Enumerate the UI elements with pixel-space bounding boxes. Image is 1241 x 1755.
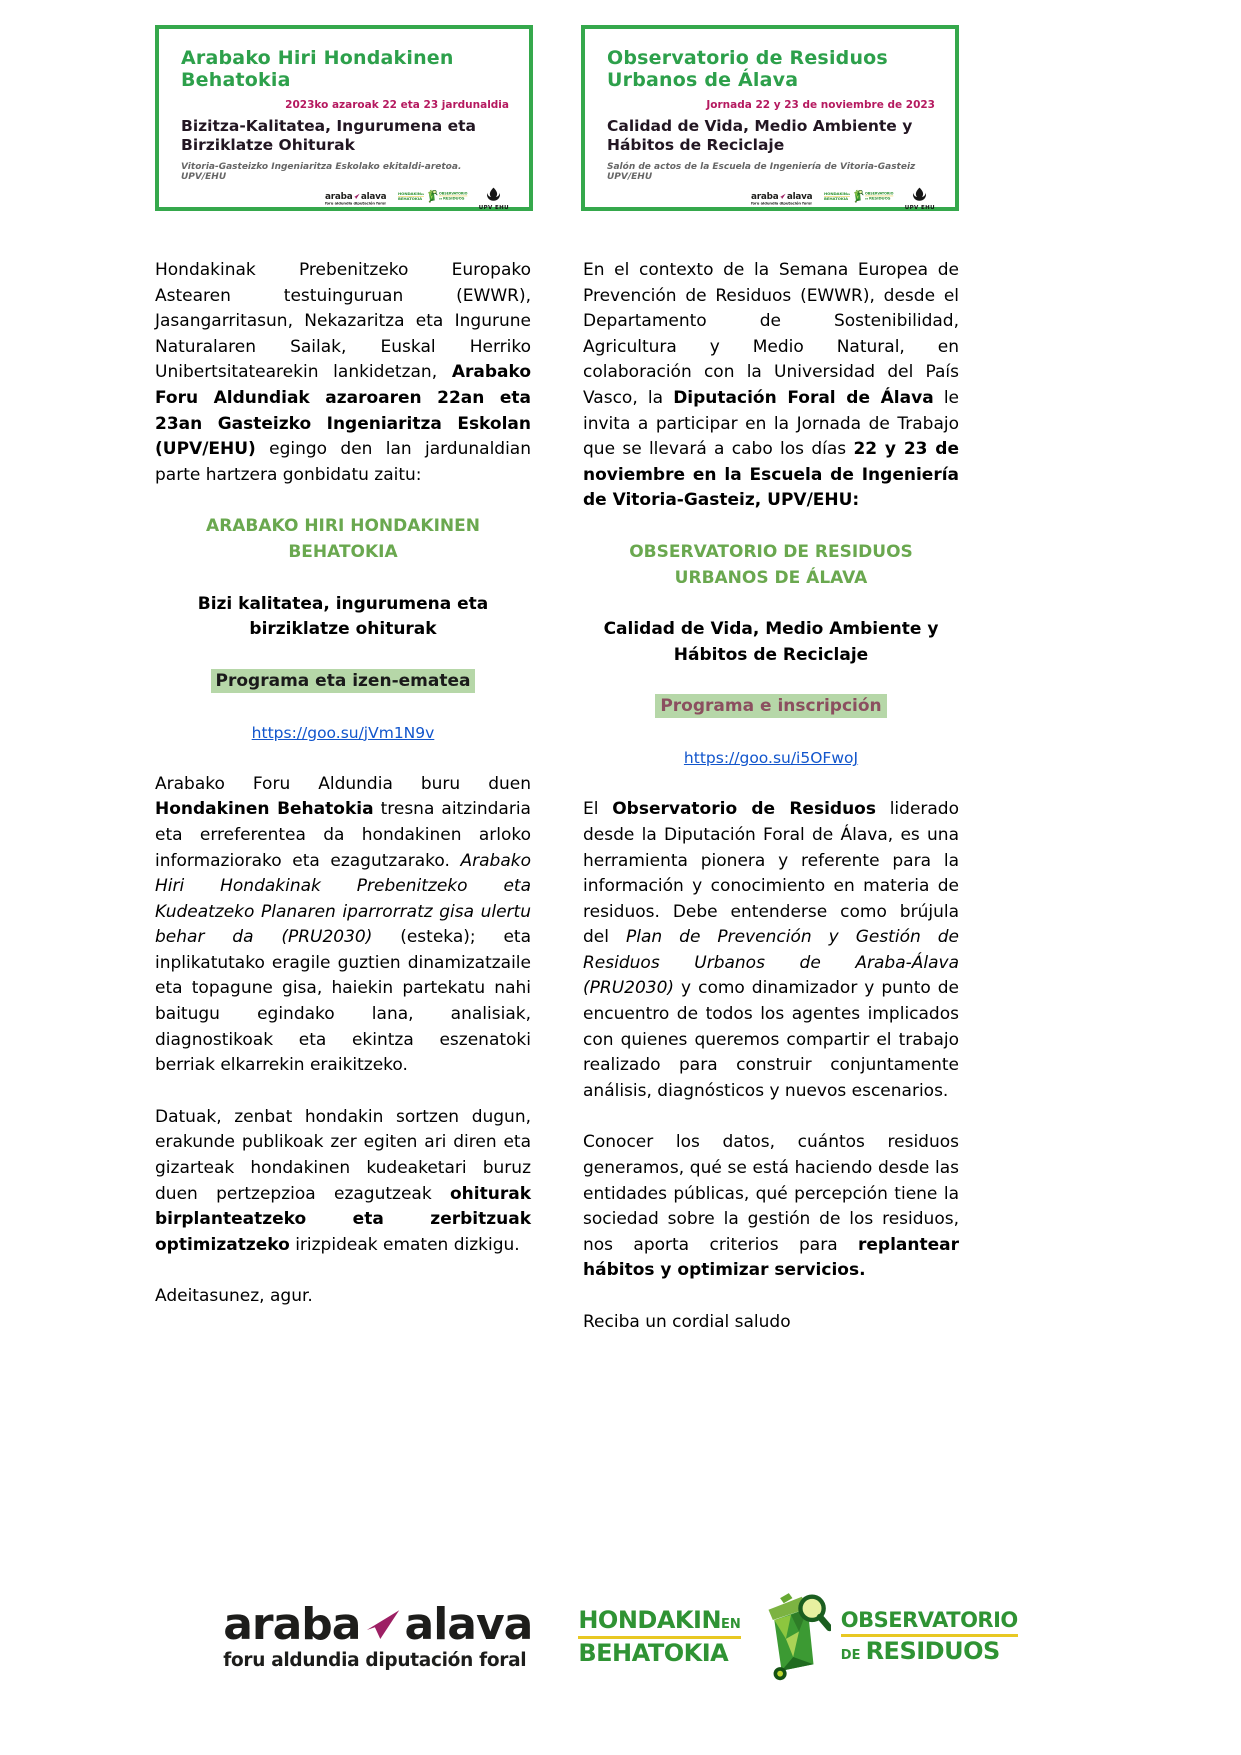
araba-word: araba bbox=[324, 191, 353, 202]
card-date-basque: 2023ko azaroak 22 eta 23 jardunaldia bbox=[285, 98, 509, 111]
letter-body bbox=[155, 258, 959, 1362]
intro-paragraph-basque: Hondakinak Prebenitzeko Europako Astearen testuinguruan (EWWR), Jasangarritasun, Nekazaritza eta Ingurune Naturalaren Sailak, Euskal Herriko Unibertsitatearekin lankidetzan, Arabako Foru Aldundiak azaroaren 22an eta 23an Gasteizko Ingeniaritza Eskolan (UPV/EHU) egingo den lan jardunaldian parte hartzera gonbidatu zaitu: bbox=[155, 260, 531, 485]
alava-word: alava bbox=[360, 191, 387, 202]
recycle-bin-magnifier-icon bbox=[851, 189, 863, 203]
behatokia-observatorio-logo bbox=[578, 1588, 1017, 1686]
program-label-line bbox=[583, 694, 959, 718]
araba-sub-label: foru aldundia diputación foral bbox=[324, 201, 386, 206]
event-card-spanish bbox=[581, 25, 959, 211]
registration-link-basque[interactable]: https://goo.su/jVm1N9v bbox=[251, 723, 435, 742]
card-subtitle-basque: Bizitza-Kalitatea, Ingurumena eta Birziklatze Ohiturak bbox=[181, 116, 476, 154]
card-title-basque: Arabako Hiri Hondakinen Behatokia bbox=[181, 47, 454, 92]
behatokia-observatorio-logo: HONDAKINEN BEHATOKIA OBSERVATORIO DE RESIDUOS bbox=[824, 189, 896, 209]
upv-mark-icon bbox=[486, 187, 501, 202]
event-cards bbox=[155, 25, 959, 211]
body-paragraph-spanish: El Observatorio de Residuos liderado desde la Diputación Foral de Álava, es una herramienta pionera y referente para la información y conocimiento en materia de residuos. Debe entenderse como brújula del Plan de Prevención y Gestión de Residuos Urbanos de Araba-Álava (PRU2030) y como dinamizador y punto de encuentro de todos los agentes implicados con quienes queremos compartir el trabajo realizado para construir conjuntamente análisis, diagnósticos y nuevos escenarios. bbox=[583, 799, 960, 1101]
card-subtitle-spanish: Calidad de Vida, Medio Ambiente y Hábitos de Reciclaje bbox=[607, 116, 913, 154]
card-title-spanish: Observatorio de Residuos Urbanos de Álava bbox=[607, 47, 888, 92]
behatokia-observatorio-logo: HONDAKINEN BEHATOKIA OBSERVATORIO DE RESIDUOS bbox=[398, 189, 470, 209]
card-venue-basque: Vitoria-Gasteizko Ingeniaritza Eskolako ekitaldi-aretoa. UPV/EHU bbox=[181, 161, 462, 182]
araba-alava-logo: araba alava foru aldundia diputación foral bbox=[750, 191, 813, 206]
observatory-heading-spanish: OBSERVATORIO DE RESIDUOS URBANOS DE ÁLAVA bbox=[629, 541, 913, 588]
upv-ehu-logo: UPV EHU bbox=[479, 187, 509, 212]
upv-mark-icon bbox=[912, 187, 927, 202]
card-date-spanish: Jornada 22 y 23 de noviembre de 2023 bbox=[706, 98, 935, 111]
behatokia-wordmark: HONDAKINEN BEHATOKIA bbox=[578, 1605, 741, 1667]
recycle-bin-magnifier-icon bbox=[751, 1588, 831, 1686]
araba-check-icon bbox=[365, 1610, 401, 1641]
program-label-basque: Programa eta izen-ematea bbox=[211, 669, 476, 693]
second-paragraph-basque: Datuak, zenbat hondakin sortzen dugun, erakunde publikoak zer egiten ari diren eta gizarteak hondakinen kudeaketari buruz duen pertzepzioa ezagutzeak ohiturak birplanteatzeko eta zerbitzuak optimizatzeko irizpideak ematen dizkigu. bbox=[155, 1106, 531, 1255]
event-title-basque: Bizi kalitatea, ingurumena eta birziklatze ohiturak bbox=[197, 593, 489, 640]
closing-spanish: Reciba un cordial saludo bbox=[583, 1312, 791, 1332]
registration-link-line bbox=[583, 748, 959, 767]
intro-paragraph-spanish: En el contexto de la Semana Europea de Prevención de Residuos (EWWR), desde el Departamento de Sostenibilidad, Agricultura y Medio Natural, en colaboración con la Universidad del País Vasco, la Diputación Foral de Álava le invita a participar en la Jornada de Trabajo que se llevará a cabo los días 22 y 23 de noviembre en la Escuela de Ingeniería de Vitoria-Gasteiz, UPV/EHU: bbox=[583, 260, 960, 511]
observatorio-wordmark: OBSERVATORIO DE RESIDUOS bbox=[840, 1608, 1018, 1666]
card-logo-row bbox=[181, 187, 509, 212]
araba-alava-logo bbox=[325, 192, 389, 206]
event-title-spanish: Calidad de Vida, Medio Ambiente y Hábitos de Reciclaje bbox=[603, 619, 939, 665]
recycle-bin-magnifier-icon bbox=[425, 189, 437, 203]
program-label-line bbox=[155, 669, 531, 693]
araba-alava-logo bbox=[223, 1599, 533, 1671]
second-paragraph-spanish: Conocer los datos, cuántos residuos generamos, qué se está haciendo desde las entidades públicas, qué percepción tiene la sociedad sobre la gestión de los residuos, nos aporta criterios para replantear hábitos y optimizar servicios. bbox=[583, 1132, 959, 1281]
araba-sub-label: foru aldundia diputación foral bbox=[223, 1650, 527, 1671]
upv-ehu-logo: UPV EHU bbox=[905, 187, 935, 212]
observatory-heading-basque: ARABAKO HIRI HONDAKINEN BEHATOKIA bbox=[206, 516, 480, 562]
program-label-spanish: Programa e inscripción bbox=[655, 694, 886, 718]
card-logo-row bbox=[607, 187, 935, 212]
araba-check-icon bbox=[779, 193, 786, 199]
column-basque bbox=[155, 258, 531, 1362]
registration-link-spanish[interactable]: https://goo.su/i5OFwoJ bbox=[683, 749, 859, 768]
alava-word: alava bbox=[404, 1599, 533, 1650]
body-paragraph-basque: Arabako Foru Aldundia buru duen Hondakinen Behatokia tresna aitzindaria eta erreferentea da hondakinen arloko informaziorako eta ezagutzarako. Arabako Hiri Hondakinak Prebenitzeko eta Kudeatzeko Planaren iparrorratz gisa ulertu behar da (PRU2030) (esteka); eta inplikatutako eragile guztien dinamizatzaile eta topagune gisa, haiekin partekatu nahi baitugu egindako lana, analisiak, diagnostikoak eta ekintza eszenatoki berriak elkarrekin eraikitzeko. bbox=[155, 773, 532, 1076]
event-card-basque bbox=[155, 25, 533, 211]
araba-check-icon bbox=[353, 193, 360, 199]
footer-logos bbox=[0, 1588, 1241, 1686]
card-venue-spanish: Salón de actos de la Escuela de Ingeniería de Vitoria-Gasteiz UPV/EHU bbox=[607, 161, 916, 182]
column-spanish bbox=[583, 258, 959, 1362]
araba-word: araba bbox=[223, 1599, 361, 1650]
closing-basque: Adeitasunez, agur. bbox=[155, 1286, 313, 1307]
registration-link-line bbox=[155, 723, 531, 742]
